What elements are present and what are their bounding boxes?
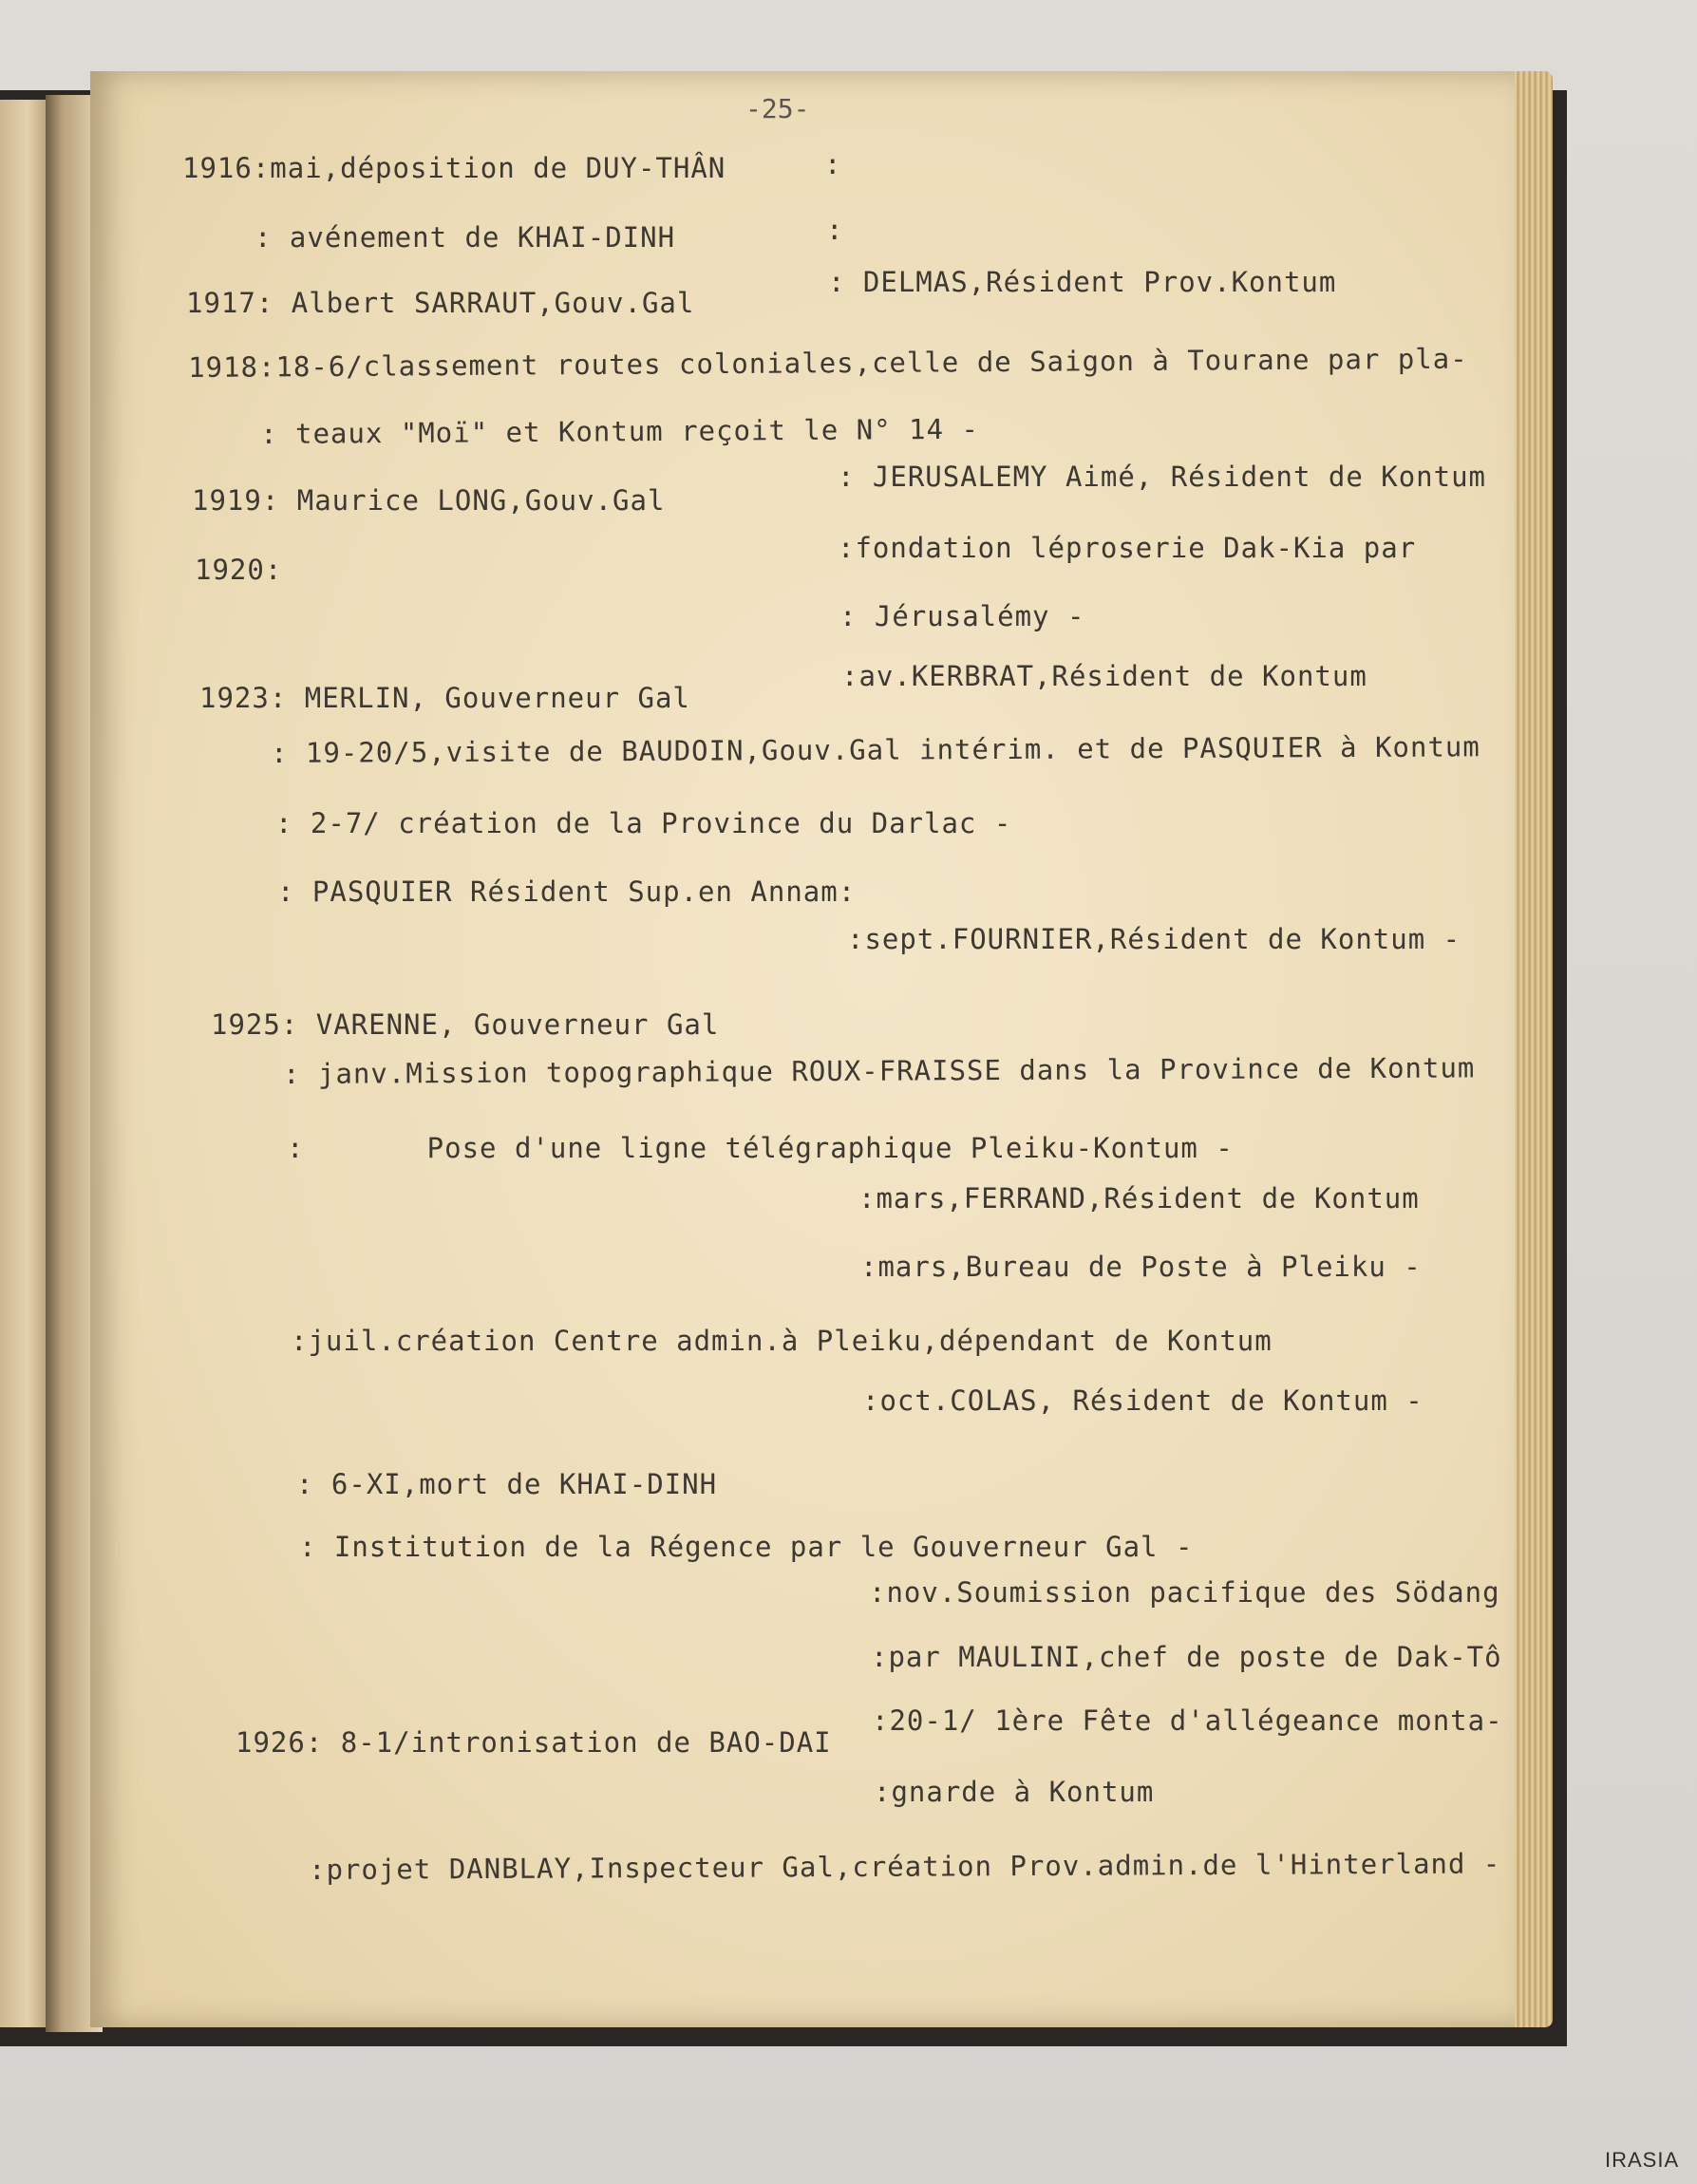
- entry-1917-left: 1917: Albert SARRAUT,Gouv.Gal: [186, 287, 695, 319]
- entry-1925-right-2: :mars,Bureau de Poste à Pleiku -: [860, 1251, 1422, 1283]
- entry-1926-right-1: :20-1/ 1ère Fête d'allégeance monta-: [872, 1704, 1503, 1737]
- entry-1926-right-2: :gnarde à Kontum: [874, 1776, 1155, 1808]
- entry-1916-line-2: : avénement de KHAI-DINH: [255, 221, 676, 254]
- entry-1926-left: 1926: 8-1/intronisation de BAO-DAI: [236, 1726, 832, 1759]
- watermark: IRASIA: [1605, 2148, 1680, 2172]
- entry-1923-line-3: : 2-7/ création de la Province du Darlac -: [275, 807, 1012, 839]
- entry-1925-line-4: :juil.création Centre admin.à Pleiku,dépendant de Kontum: [291, 1325, 1273, 1357]
- entry-1923-line-4: : PASQUIER Résident Sup.en Annam:: [277, 875, 857, 908]
- entry-1925-line-5: : 6-XI,mort de KHAI-DINH: [296, 1468, 718, 1500]
- page-number: -25-: [745, 93, 810, 124]
- entry-1925-line-6: : Institution de la Régence par le Gouverneur Gal -: [299, 1531, 1194, 1563]
- entry-1923-line-2: : 19-20/5,visite de BAUDOIN,Gouv.Gal intérim. et de PASQUIER à Kontum: [271, 730, 1480, 769]
- entry-1925-right-3: :oct.COLAS, Résident de Kontum -: [862, 1384, 1424, 1417]
- entry-1917-right: : DELMAS,Résident Prov.Kontum: [828, 266, 1337, 298]
- entry-1923-left: 1923: MERLIN, Gouverneur Gal: [199, 682, 690, 714]
- entry-1925-line-3: : Pose d'une ligne télégraphique Pleiku-Kontum -: [287, 1132, 1234, 1164]
- entry-1926-line-2: :projet DANBLAY,Inspecteur Gal,création Prov.admin.de l'Hinterland -: [309, 1847, 1501, 1886]
- entry-1919-left: 1919: Maurice LONG,Gouv.Gal: [192, 484, 666, 517]
- entry-1920-year: 1920:: [195, 554, 283, 586]
- entry-1923-right: :av.KERBRAT,Résident de Kontum: [841, 660, 1367, 692]
- entry-1916-line-1: 1916:mai,déposition de DUY-THÂN: [182, 152, 726, 184]
- entry-1920-right-line-2: : Jérusalémy -: [839, 600, 1085, 632]
- entry-1920-right-line-1: :fondation léproserie Dak-Kia par: [838, 532, 1417, 564]
- entry-1918-line-1: 1918:18-6/classement routes coloniales,celle de Saigon à Tourane par pla-: [188, 342, 1468, 384]
- left-page-edge: [0, 100, 46, 2027]
- entry-1923-right-2: :sept.FOURNIER,Résident de Kontum -: [847, 923, 1461, 955]
- entry-1925-line-2: : janv.Mission topographique ROUX-FRAISSE dans la Province de Kontum: [283, 1051, 1476, 1090]
- entry-1925-right-5: :par MAULINI,chef de poste de Dak-Tô: [871, 1641, 1502, 1673]
- entry-1925-right-1: :mars,FERRAND,Résident de Kontum: [858, 1182, 1420, 1214]
- separator-colon: :: [826, 214, 844, 246]
- entry-1925-left: 1925: VARENNE, Gouverneur Gal: [211, 1008, 720, 1041]
- entry-1925-right-4: :nov.Soumission pacifique des Södang: [869, 1576, 1500, 1609]
- separator-colon: :: [824, 148, 842, 180]
- entry-1919-right: : JERUSALEMY Aimé, Résident de Kontum: [838, 461, 1487, 493]
- entry-1918-line-2: : teaux "Moï" et Kontum reçoit le N° 14 -: [260, 412, 980, 450]
